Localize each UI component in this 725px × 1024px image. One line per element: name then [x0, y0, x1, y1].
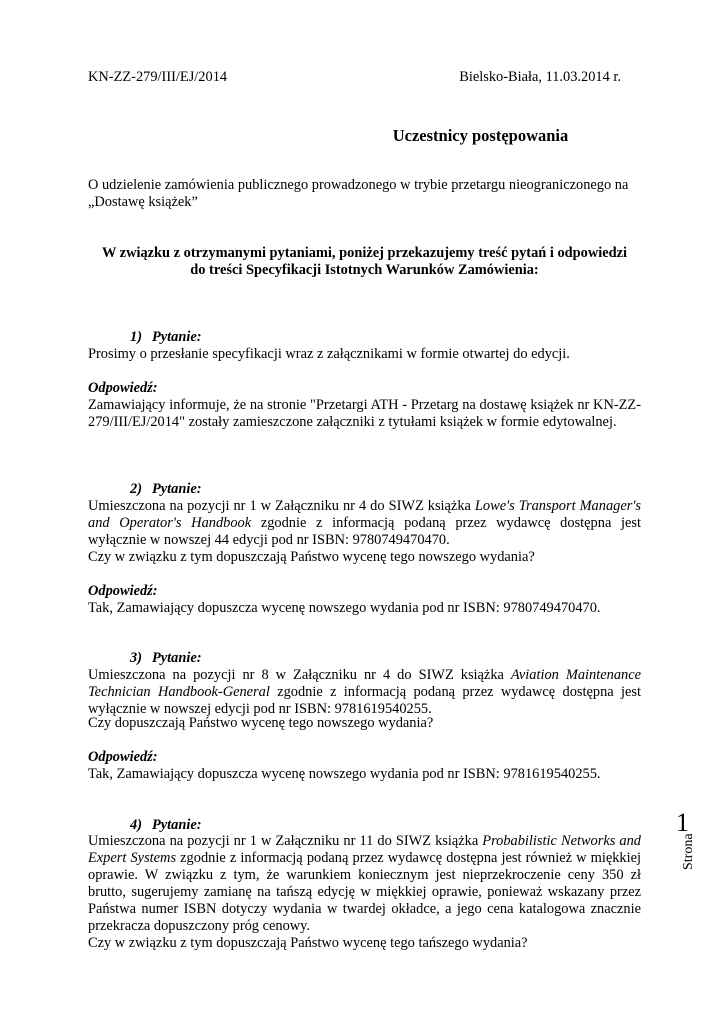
question-4-number: 4)	[130, 817, 142, 833]
page-title: Uczestnicy postępowania	[392, 126, 569, 145]
question-3-text-pre: Umieszczona na pozycji nr 8 w Załączniku nr 4 do SIWZ książka	[88, 667, 511, 683]
intro-paragraph	[88, 177, 641, 211]
question-2-extra: Czy w związku z tym dopuszczają Państwo wycenę tego nowszego wydania?	[88, 549, 535, 565]
question-3-text-post: zgodnie z informacją podaną przez wydawcę dostępna jest wyłącznie w nowszej edycji pod nr ISBN: 9781619540255.	[88, 684, 641, 717]
page-marker	[660, 808, 700, 878]
question-label: Pytanie:	[152, 817, 202, 833]
question-1-text: Prosimy o przesłanie specyfikacji wraz z załącznikami w formie otwartej do edycji.	[88, 346, 570, 362]
question-4-book-title: Probabilistic Networks and Expert Systems	[88, 833, 641, 866]
question-4-text-post: zgodnie z informacją podaną przez wydawcę dostępna jest również w miękkiej oprawie. W związku z tym, że warunkiem koniecznym jest nieprzekroczenie ceny 350 zł brutto, sugerujemy zamianę na tańszą edycję w miękkiej oprawie, ponieważ wskazany przez Państwa numer ISBN dotyczy wydania w twardej okładce, a jego cena katalogowa znacznie przekracza dopuszczony próg cenowy.	[88, 850, 641, 934]
answer-2-text: Tak, Zamawiający dopuszcza wycenę nowszego wydania pod nr ISBN: 9780749470470.	[88, 600, 601, 616]
place-and-date: Bielsko-Biała, 11.03.2014 r.	[459, 69, 621, 85]
lead-paragraph	[88, 245, 641, 279]
answer-3-text: Tak, Zamawiający dopuszcza wycenę nowszego wydania pod nr ISBN: 9781619540255.	[88, 766, 601, 782]
page-number: 1	[676, 808, 689, 837]
question-2-text-pre: Umieszczona na pozycji nr 1 w Załączniku nr 4 do SIWZ książka	[88, 498, 475, 514]
question-3-book-title: Aviation Maintenance Technician Handbook-General	[88, 667, 641, 700]
question-3-text	[88, 667, 641, 718]
question-label: Pytanie:	[152, 329, 202, 345]
question-2-text	[88, 498, 641, 549]
lead-line-2: do treści Specyfikacji Istotnych Warunków Zamówienia:	[190, 262, 539, 278]
question-4-heading	[130, 817, 202, 834]
document-reference: KN-ZZ-279/III/EJ/2014	[88, 69, 228, 85]
intro-line-2: „Dostawę książek”	[88, 194, 198, 210]
question-label: Pytanie:	[152, 481, 202, 497]
answer-1-text: Zamawiający informuje, że na stronie "Przetargi ATH - Przetarg na dostawę książek nr KN-ZZ-279/III/EJ/2014" zostały zamieszczone załączniki z tytułami książek w formie edytowalnej.	[88, 397, 641, 430]
page-label: Strona	[681, 833, 696, 870]
question-1-number: 1)	[130, 329, 142, 345]
lead-line-1: W związku z otrzymanymi pytaniami, poniżej przekazujemy treść pytań i odpowiedzi	[101, 245, 628, 261]
question-3-heading	[130, 650, 202, 667]
question-4-extra: Czy w związku z tym dopuszczają Państwo wycenę tego tańszego wydania?	[88, 935, 528, 951]
question-2-heading	[130, 481, 202, 498]
question-label: Pytanie:	[152, 650, 202, 666]
question-4-text-pre: Umieszczona na pozycji nr 1 w Załączniku nr 11 do SIWZ książka	[88, 833, 483, 849]
intro-line-1: O udzielenie zamówienia publicznego prowadzonego w trybie przetargu nieograniczonego na	[88, 177, 629, 193]
question-2-text-post: zgodnie z informacją podaną przez wydawcę dostępna jest wyłącznie w nowszej 44 edycji pod nr ISBN: 9780749470470.	[88, 515, 641, 548]
answer-1-label: Odpowiedź:	[88, 380, 158, 396]
question-2-book-title: Lowe's Transport Manager's and Operator's Handbook	[88, 498, 642, 531]
question-4-text	[88, 833, 641, 935]
answer-3-label: Odpowiedź:	[88, 749, 158, 765]
question-1-heading	[130, 329, 202, 346]
question-3-extra: Czy dopuszczają Państwo wycenę tego nowszego wydania?	[88, 715, 434, 731]
answer-2-label: Odpowiedź:	[88, 583, 158, 599]
question-2-number: 2)	[130, 481, 142, 497]
question-3-number: 3)	[130, 650, 142, 666]
